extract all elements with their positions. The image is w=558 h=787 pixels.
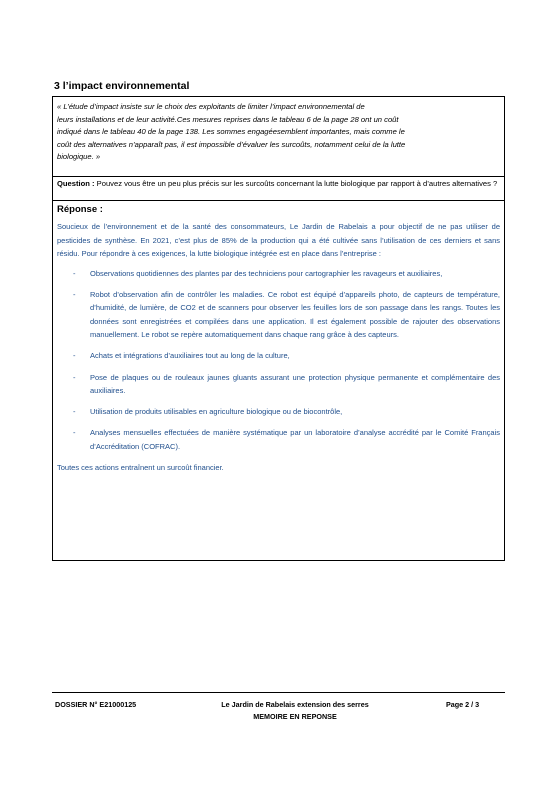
question-label: Question :: [57, 179, 95, 188]
bullet-dash: -: [73, 268, 76, 278]
list-item: [57, 371, 500, 398]
response-intro: Soucieux de l’environnement et de la santé des consommateurs, Le Jardin de Rabelais a pour objectif de ne pas utiliser de pesticides de synthèse. En 2021, c’est plus de 85% de la production qui a été cultivée sans l’utilisation de ces derniers et sans résidu. Pour répondre à ces exigences, la lutte biologique intégrée est en place dans l’entreprise :: [57, 222, 500, 259]
quote-line: coût des alternatives n’apparaît pas, il est impossible d’évaluer les surcoûts, notamment celui de la lutte: [57, 139, 406, 149]
quote-line: biologique. »: [57, 152, 101, 162]
footer-title-line: Le Jardin de Rabelais extension des serres: [221, 700, 369, 709]
bullet-dash: -: [73, 290, 76, 300]
footer-subtitle-line: MEMOIRE EN REPONSE: [253, 712, 337, 721]
list-item-text: Utilisation de produits utilisables en agriculture biologique ou de biocontrôle,: [90, 407, 343, 417]
question-text: Pouvez vous être un peu plus précis sur les surcoûts concernant la lutte biologique par rapport à d’autres alternatives ?: [96, 179, 498, 188]
list-item-text: Achats et intégrations d’auxiliaires tout au long de la culture,: [90, 351, 290, 361]
quote-line: indiqué dans le tableau 40 de la page 138. Les sommes engagéesemblent importantes, mais comme le: [57, 127, 405, 137]
list-item: [57, 267, 500, 280]
bullet-dash: -: [73, 351, 76, 361]
list-item-text: Observations quotidiennes des plantes par des techniciens pour cartographier les ravageurs et auxiliaires,: [90, 268, 443, 278]
list-item-text: Robot d’observation afin de contrôler les maladies. Ce robot est équipé d’appareils photo, de capteurs de température, d’humidité, de lumière, de CO2 et de scanners pour observer les feuilles lors de son passage dans les rangs. Toutes les données sont enregistrées et compilées dans une application. Il est également possible de rajouter des observations manuellement. Le robot se repère automatiquement dans chaque rang grâce à des capteurs.: [90, 290, 500, 339]
list-item: [57, 349, 500, 362]
question-block: [53, 177, 504, 201]
section-title: 3 l’impact environnemental: [54, 80, 190, 92]
response-bullet-list: [57, 267, 500, 453]
footer-page-number: Page 2 / 3: [446, 700, 480, 709]
response-block: [53, 201, 504, 475]
qa-table: [52, 96, 505, 561]
quote-line: leurs installations et de leur activité.Ces mesures reprises dans le tableau 6 de la page 28 ont un coût: [57, 114, 399, 124]
footer-title: [210, 699, 380, 723]
list-item-text: Pose de plaques ou de rouleaux jaunes gluants assurant une protection physique permanente et complémentaire des auxiliaires.: [90, 372, 500, 395]
list-item: [57, 426, 500, 453]
bullet-dash: -: [73, 407, 76, 417]
quote-line: « L’étude d’impact insiste sur le choix des exploitants de limiter l’impact environnemental de: [57, 102, 365, 111]
bullet-dash: -: [73, 372, 76, 382]
response-label: Réponse :: [57, 204, 103, 215]
bullet-dash: -: [73, 428, 76, 438]
list-item-text: Analyses mensuelles effectuées de manière systématique par un laboratoire d’analyse accrédité par le Comité Français d’Accréditation (COFRAC).: [90, 428, 500, 451]
footer-divider: [52, 692, 505, 693]
list-item: [57, 405, 500, 418]
footer-dossier-number: DOSSIER N° E21000125: [55, 700, 137, 709]
list-item: [57, 288, 500, 341]
quote-block: [53, 97, 504, 177]
response-closing: Toutes ces actions entraînent un surcoût financier.: [57, 463, 224, 473]
